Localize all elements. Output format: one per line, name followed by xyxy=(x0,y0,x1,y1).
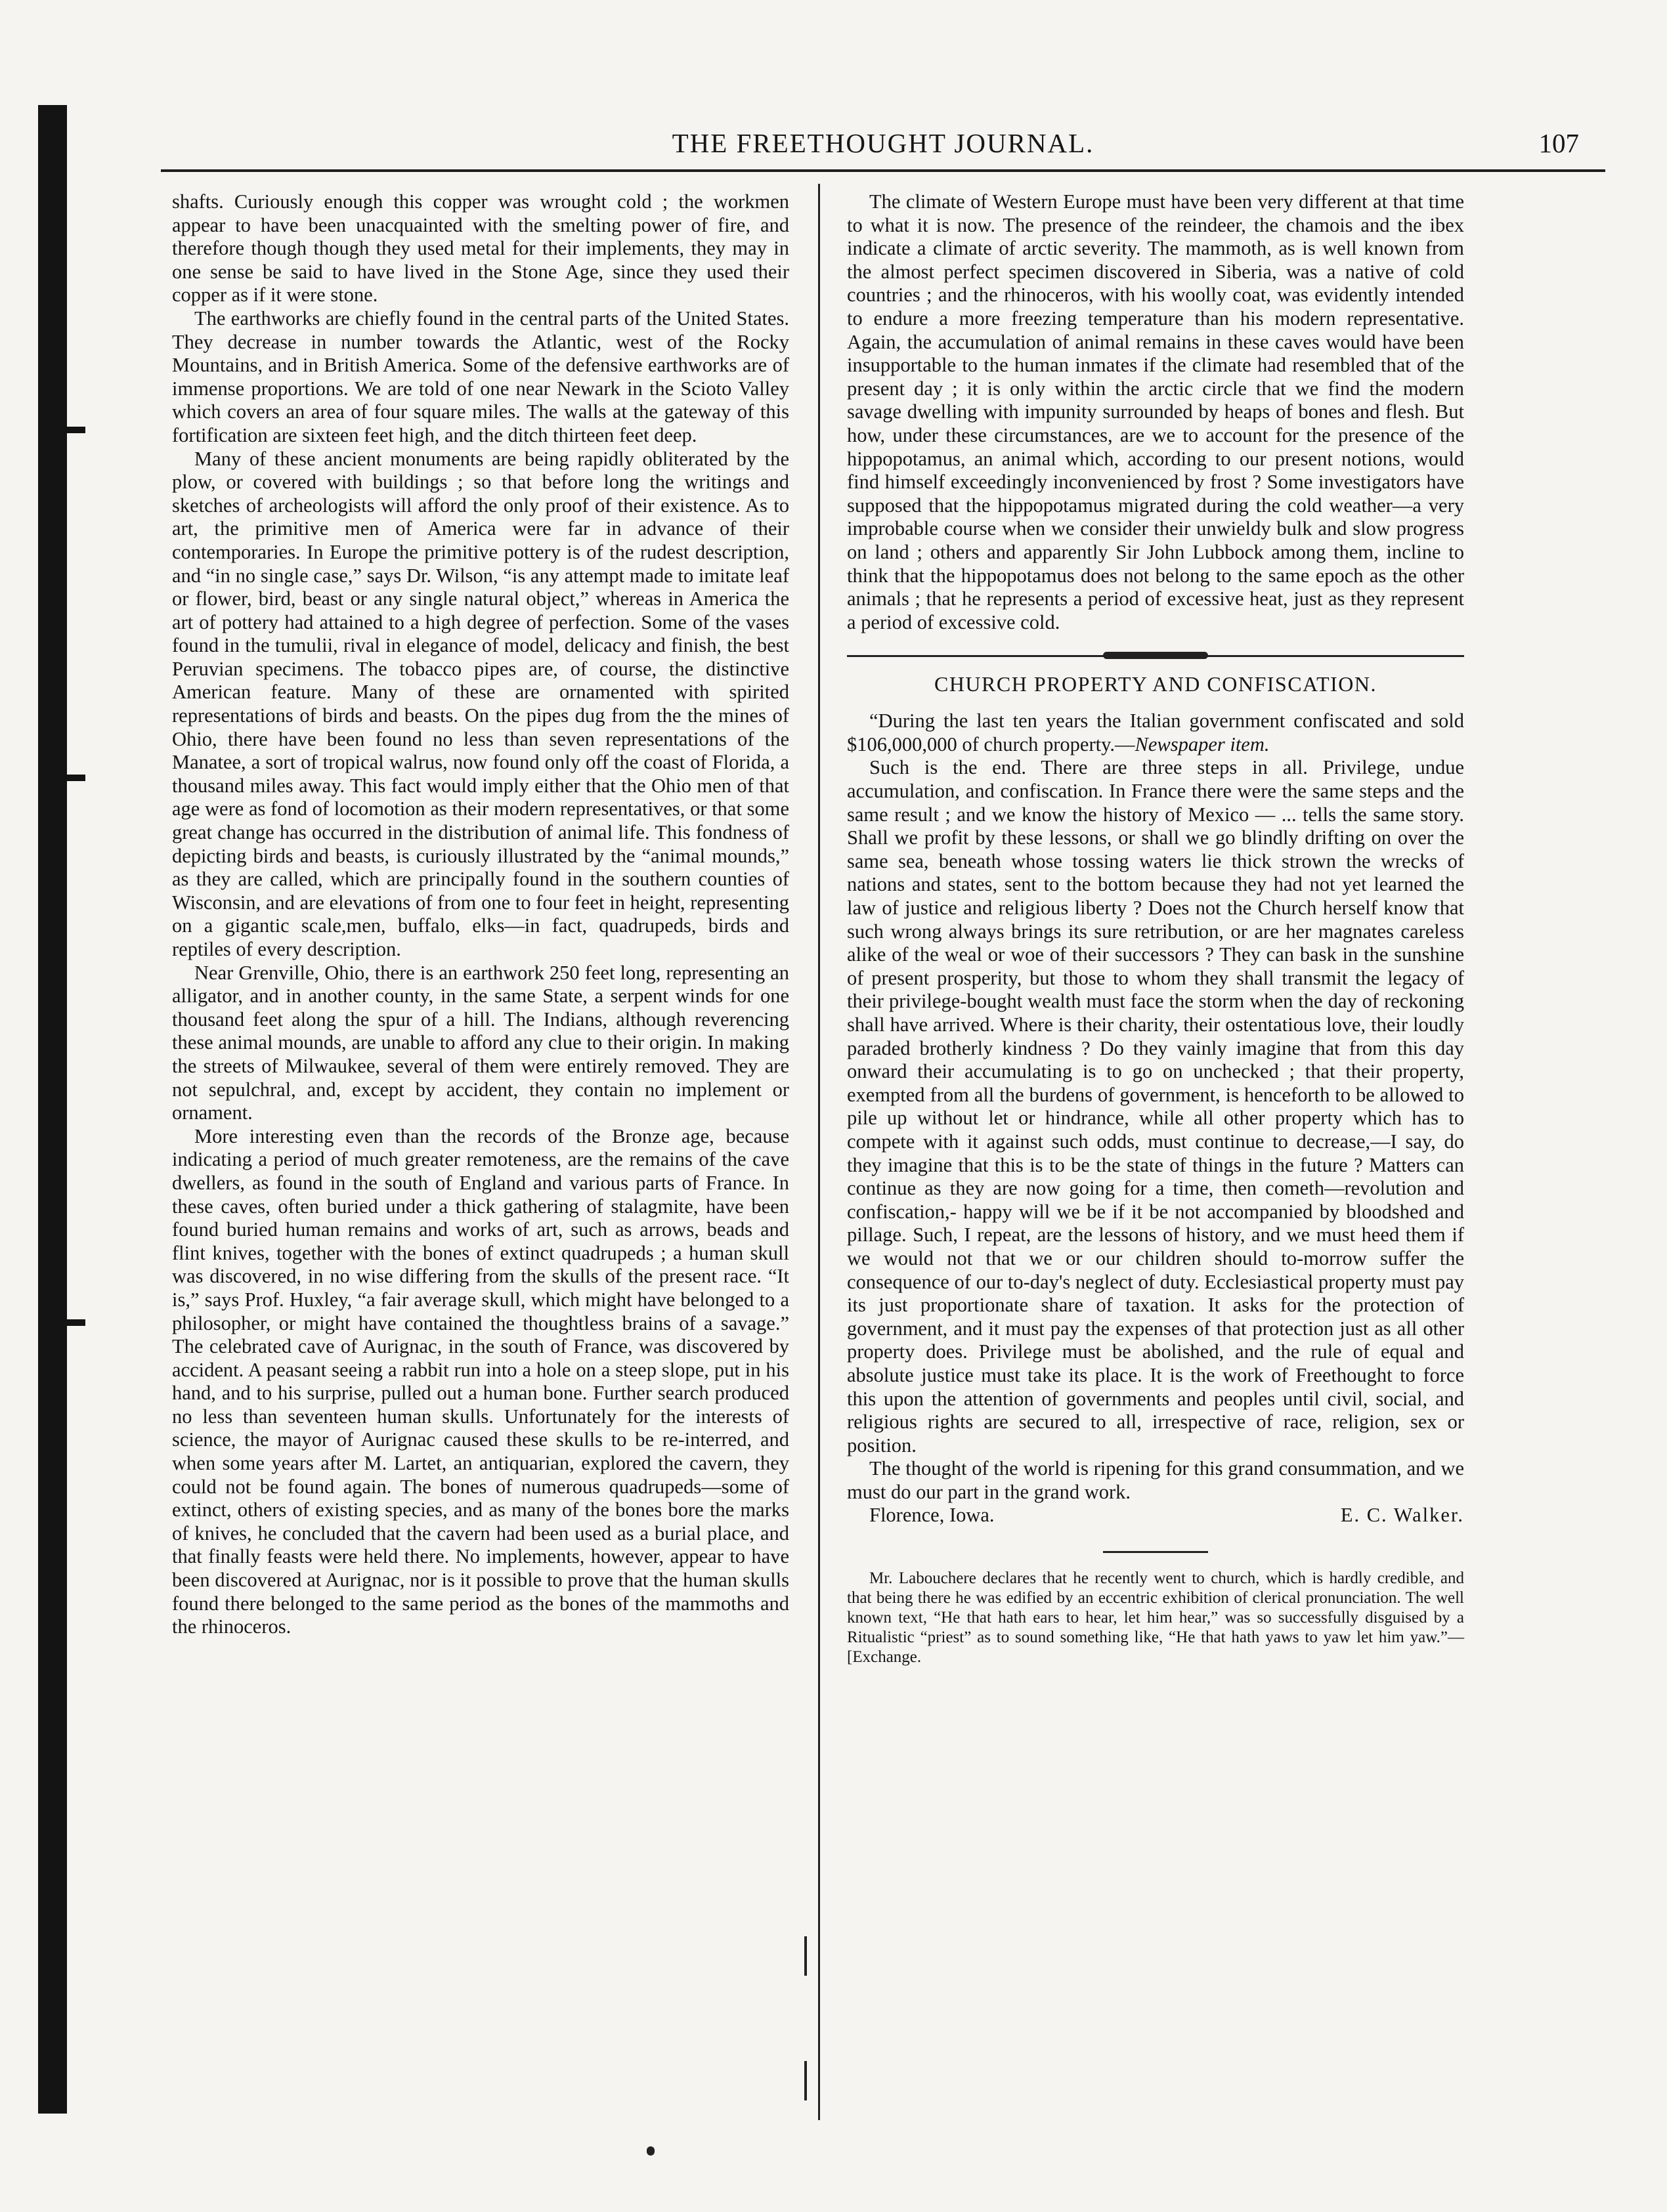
margin-mark xyxy=(804,2061,807,2100)
paragraph: The thought of the world is ripening for this grand consummation, and we must do our part in the grand work. xyxy=(847,1457,1464,1503)
paragraph: Near Grenville, Ohio, there is an earthwork 250 feet long, representing an alligator, and in another county, in the same State, a serpent winds for one thousand feet along the spur of a hill. The Indians, although reverencing these animal mounds, are unable to afford any clue to their origin. In making the streets of Milwaukee, several of them were entirely removed. They are not sepulchral, and, except by accident, they contain no implement or ornament. xyxy=(172,961,789,1124)
journal-title: THE FREETHOUGHT JOURNAL. xyxy=(672,128,1094,158)
left-column xyxy=(172,190,789,1639)
note-paragraph: Mr. Labouchere declares that he recently went to church, which is hardly credible, and that being there he was edified by an eccentric exhibition of clerical pronunciation. The well known text, “He that hath ears to hear, let him hear,” was so successfully disguised by a Ritualistic “priest” as to sound something like, “He that hath yaws to yaw let him yaw.”—[Exchange. xyxy=(847,1569,1464,1667)
binding-mark xyxy=(59,427,85,433)
quote-text: “During the last ten years the Italian government confiscated and sold $106,000,000 of church property.— xyxy=(847,710,1464,755)
paragraph: The climate of Western Europe must have been very different at that time to what it is now. The presence of the reindeer, the chamois and the ibex indicate a climate of arctic severity. The mammoth, as is well known from the almost perfect specimen discovered in Siberia, was a native of cold countries ; and the rhinoceros, with his woolly coat, was evidently intended to endure a more freezing temperature than his modern representative. Again, the accumulation of animal remains in these caves would have been insupportable to the human inmates if the climate had resembled that of the present day ; it is only within the arctic circle that we find the modern savage dwelling with impunity surrounded by heaps of bones and flesh. But how, under these circumstances, are we to account for the presence of the hippopotamus, an animal which, according to our present notions, would find himself exceedingly inconvenienced by frost ? Some investigators have supposed that the hippopotamus migrated during the cold weather—a very improbable course when we consider their unwieldy bulk and slow progress on land ; others and apparently Sir John Lubbock among them, incline to think that the hippopotamus does not belong to the same epoch as the other animals ; that he represents a period of excessive heat, just as they represent a period of excessive cold. xyxy=(847,190,1464,633)
news-note xyxy=(847,1569,1464,1667)
book-binding-edge xyxy=(38,105,67,2114)
column-divider xyxy=(818,184,820,2120)
signature-author: E. C. Walker. xyxy=(1340,1504,1464,1527)
short-divider xyxy=(1103,1551,1208,1553)
running-head xyxy=(161,123,1605,169)
page-number: 107 xyxy=(1538,128,1579,158)
epigraph-quote xyxy=(847,710,1464,756)
article-heading: CHURCH PROPERTY AND CONFISCATION. xyxy=(934,672,1377,696)
paragraph: Such is the end. There are three steps in all. Privilege, undue accumulation, and confiscation. In France there were the same steps and the same result ; and we know the history of Mexico — ... tells the same story. Shall we profit by these lessons, or shall we go blindly drifting on over the same sea, beneath whose tossing waters lie thick strown the wrecks of nations and states, sent to the bottom because they had not yet learned the law of justice and religious liberty ? Does not the Church herself know that such wrong always brings its sure retribution, or are her magnates careless alike of the weal or woe of their successors ? They can bask in the sunshine of present prosperity, but those to whom they shall transmit the legacy of their privilege-bought wealth must face the storm when the day of reckoning shall have arrived. Where is their charity, their ostentatious love, their loudly paraded brotherly kindness ? Do they vainly imagine that from this day onward their accumulating is to go on unchecked ; that their property, exempted from all the burdens of government, is henceforth to be allowed to pile up without let or hindrance, while all other property which has to compete with it against such odds, must continue to decrease,—I say, do they imagine that this is to be the state of things in the future ? Matters can continue as they are now going for a time, then cometh—revolution and confiscation,- happy will we be if it be not accompanied by bloodshed and pillage. Such, I repeat, are the lessons of history, and we must heed them if we would not that we or our children should to-morrow suffer the consequence of our to-day's neglect of duty. Ecclesiastical property must pay its just proportionate share of taxation. It asks for the protection of government, and it must pay the expenses of that protection just as all other property does. Privilege must be abolished, and the rule of equal and absolute justice must take its place. It is the work of Freethought to force this upon the attention of governments and peoples until civil, social, and religious rights are secured to all, irrespective of race, religion, sex or position. xyxy=(847,756,1464,1457)
paragraph: More interesting even than the records of the Bronze age, because indicating a period of much greater remoteness, are the remains of the cave dwellers, as found in the south of England and various parts of France. In these caves, often buried under a thick gathering of stalagmite, have been found buried human remains and works of art, such as arrows, beads and flint knives, together with the bones of extinct quadrupeds ; a human skull was discovered, in no wise differing from the skulls of the present race. “It is,” says Prof. Huxley, “a fair average skull, which might have belonged to a philosopher, or might have contained the thoughtless brains of a savage.” The celebrated cave of Aurignac, in the south of France, was discovered by accident. A peasant seeing a rabbit run into a hole on a steep slope, put in his hand, and to his surprise, pulled out a human bone. Further search produced no less than seventeen human skulls. Unfortunately for the interests of science, the mayor of Aurignac caused these skulls to be re-interred, and when some years after M. Lartet, an antiquarian, explored the cavern, they could not be found again. The bones of numerous quadrupeds—some of extinct, others of existing species, and as many of the bones bore the marks of knives, he concluded that the cavern had been used as a burial place, and that finally feasts were held there. No implements, however, appear to have been discovered at Aurignac, nor is it possible to prove that the human skulls found there belonged to the same period as the bones of the mammoths and the rhinoceros. xyxy=(172,1124,789,1638)
signature xyxy=(847,1504,1464,1527)
binding-mark xyxy=(59,775,85,781)
ink-spot xyxy=(647,2146,655,2156)
paragraph: Many of these ancient monuments are being rapidly obliterated by the plow, or covered with buildings ; so that before long the writings and sketches of archeologists will afford the only proof of their existence. As to art, the primitive men of America were far in advance of their contemporaries. In Europe the primitive pottery is of the rudest description, and “in no single case,” says Dr. Wilson, “is any attempt made to imitate leaf or flower, bird, beast or any single natural object,” whereas in America the art of pottery had attained to a high degree of perfection. Some of the vases found in the tumulii, rival in elegance of model, delicacy and finish, the best Peruvian specimens. The tobacco pipes are, of course, the distinctive American feature. Many of these are ornamented with spirited representations of birds and beasts. On the pipes dug from the the mines of Ohio, there have been found no less than seven representations of the Manatee, a sort of tropical walrus, now found only off the coast of Florida, a thousand miles away. This fact would imply either that the Ohio men of that age were as fond of locomotion as their modern representatives, or that some great change has occurred in the distribution of animal life. This fondness of depicting birds and beasts, is curiously illustrated by the “animal mounds,” as they are called, which are principally found in the southern counties of Wisconsin, and are elevations of from one to four feet in height, representing on a gigantic scale,men, buffalo, elks—in fact, quadrupeds, birds and reptiles of every description. xyxy=(172,447,789,960)
section-divider xyxy=(847,655,1464,657)
header-rule xyxy=(161,169,1605,172)
paragraph: The earthworks are chiefly found in the central parts of the United States. They decrease in number towards the Atlantic, west of the Rocky Mountains, and in British America. Some of the defensive earthworks are of immense proportions. We are told of one near Newark in the Scioto Valley which covers an area of four square miles. The walls at the gateway of this fortification are sixteen feet high, and the ditch thirteen feet deep. xyxy=(172,307,789,446)
paragraph: shafts. Curiously enough this copper was wrought cold ; the workmen appear to have been unacquainted with the smelting power of fire, and therefore though though they used metal for their implements, they may in one sense be said to have lived in the Stone Age, since they used their copper as if it were stone. xyxy=(172,190,789,307)
margin-mark xyxy=(804,1936,807,1976)
quote-source: Newspaper item. xyxy=(1135,733,1270,755)
binding-mark xyxy=(59,1319,85,1326)
right-column xyxy=(847,190,1464,1667)
signature-place: Florence, Iowa. xyxy=(869,1504,995,1527)
